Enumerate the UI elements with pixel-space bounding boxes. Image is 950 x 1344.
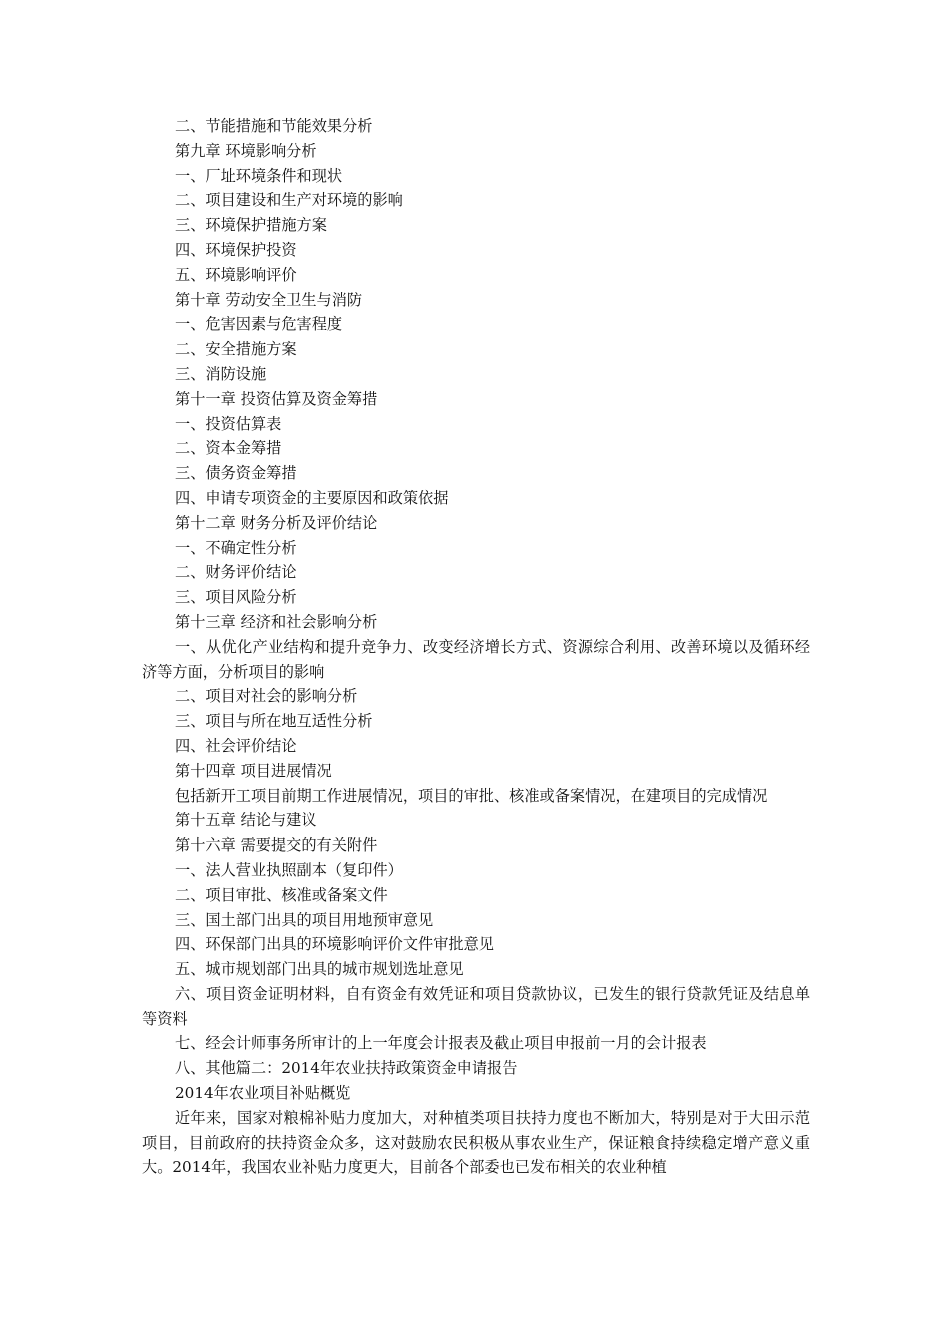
toc-line: 一、不确定性分析: [175, 538, 297, 557]
toc-line: 四、环保部门出具的环境影响评价文件审批意见: [175, 935, 494, 954]
toc-line: 二、项目审批、核准或备案文件: [175, 885, 388, 904]
wrapped-paragraph: 一、从优化产业结构和提升竞争力、改变经济增长方式、资源综合利用、改善环境以及循环经济等方面，分析项目的影响: [142, 637, 810, 681]
chapter-heading: 第十一章 投资估算及资金筹措: [175, 389, 378, 408]
toc-line: 三、环境保护措施方案: [175, 216, 327, 235]
toc-line: 一、厂址环境条件和现状: [175, 166, 343, 185]
toc-line: 一、法人营业执照副本（复印件）: [175, 860, 403, 879]
toc-line: 七、经会计师事务所审计的上一年度会计报表及截止项目申报前一月的会计报表: [175, 1034, 707, 1053]
section-subheading: 2014年农业项目补贴概览: [175, 1084, 351, 1103]
toc-line: 二、财务评价结论: [175, 563, 297, 582]
chapter-heading: 第十四章 项目进展情况: [175, 761, 332, 780]
toc-line: 二、项目建设和生产对环境的影响: [175, 191, 403, 210]
toc-line: 二、安全措施方案: [175, 340, 297, 359]
body-paragraph: 近年来，国家对粮棉补贴力度加大，对种植类项目扶持力度也不断加大，特别是对于大田示范项目，目前政府的扶持资金众多，这对鼓励农民积极从事农业生产，保证粮食持续稳定增产意义重大。2014年，我国农业补贴力度更大，目前各个部委也已发布相关的农业种植: [142, 1108, 810, 1177]
chapter-heading: 第十六章 需要提交的有关附件: [175, 836, 378, 855]
toc-line: 二、节能措施和节能效果分析: [175, 117, 373, 135]
toc-line: 一、危害因素与危害程度: [175, 315, 343, 334]
document-page: [142, 114, 810, 1180]
toc-line: 三、消防设施: [175, 364, 267, 383]
chapter-heading: 第九章 环境影响分析: [175, 141, 317, 160]
toc-line: 五、环境影响评价: [175, 265, 297, 284]
chapter-heading: 第十二章 财务分析及评价结论: [175, 513, 378, 532]
toc-line: 三、债务资金筹措: [175, 464, 297, 483]
chapter-heading: 第十三章 经济和社会影响分析: [175, 612, 378, 631]
chapter-heading: 第十章 劳动安全卫生与消防: [175, 290, 363, 309]
toc-line: 三、项目风险分析: [175, 588, 297, 607]
wrapped-paragraph: 包括新开工项目前期工作进展情况，项目的审批、核准或备案情况，在建项目的完成情况: [175, 786, 768, 805]
toc-line: 三、项目与所在地互适性分析: [175, 712, 373, 731]
toc-line: 五、城市规划部门出具的城市规划选址意见: [175, 960, 464, 979]
toc-line: 二、资本金筹措: [175, 439, 282, 458]
wrapped-paragraph: 六、项目资金证明材料，自有资金有效凭证和项目贷款协议，已发生的银行贷款凭证及结息单等资料: [142, 984, 810, 1028]
toc-line: 四、环境保护投资: [175, 240, 297, 259]
section-heading: 八、其他篇二：2014年农业扶持政策资金申请报告: [175, 1059, 518, 1078]
toc-line: 四、社会评价结论: [175, 736, 297, 755]
toc-line: 三、国土部门出具的项目用地预审意见: [175, 910, 434, 929]
toc-line: 二、项目对社会的影响分析: [175, 687, 358, 706]
chapter-heading: 第十五章 结论与建议: [175, 811, 317, 830]
toc-line: 四、申请专项资金的主要原因和政策依据: [175, 488, 449, 507]
toc-line: 一、投资估算表: [175, 414, 282, 433]
